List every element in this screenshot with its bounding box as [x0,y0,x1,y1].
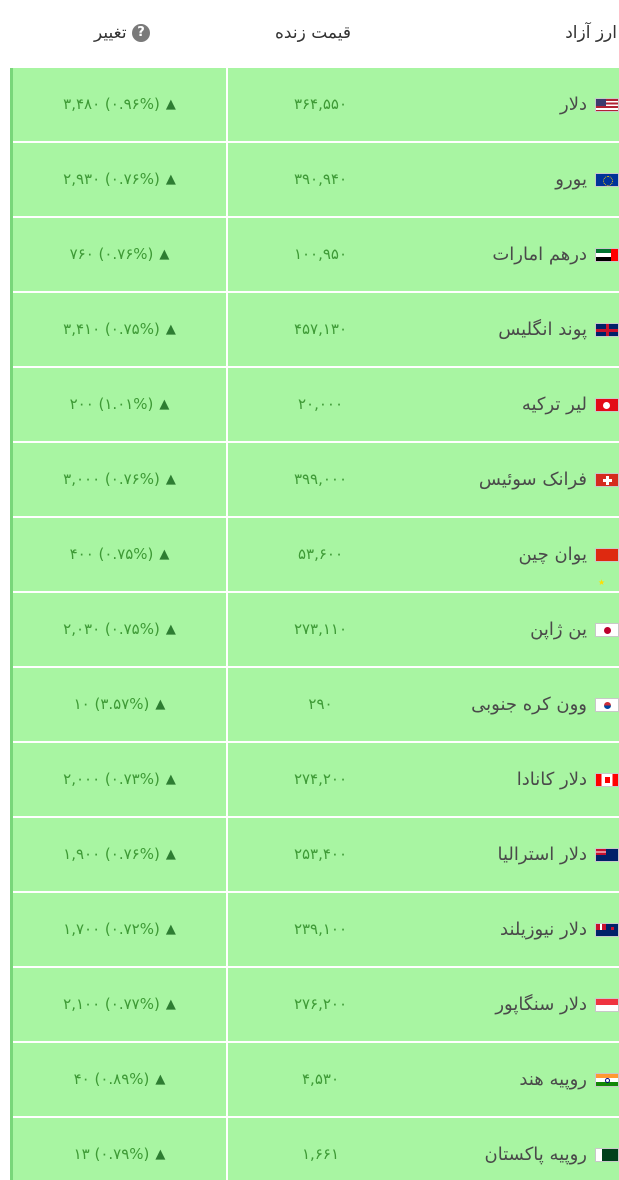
change-value: ۲,۹۳۰ (۰.۷۶%) [63,170,160,188]
price-cell: ۲۰,۰۰۰ [297,395,344,413]
change-value: ۳,۴۸۰ (۰.۹۶%) [63,95,160,113]
table-row[interactable] [13,218,619,293]
change-value: ۲,۱۰۰ (۰.۷۷%) [63,995,160,1013]
change-value: ۱۰ (۳.۵۷%) [73,695,150,713]
eu-flag-icon [595,173,619,187]
currency-name: یورو [555,169,587,190]
price-cell: ۲۳۹,۱۰۰ [293,920,348,938]
table-row[interactable] [13,1043,619,1118]
table-row[interactable] [13,68,619,143]
table-row[interactable] [13,743,619,818]
currency-name: ین ژاپن [530,619,587,640]
currency-name-cell [492,218,619,291]
currency-name-cell [485,1118,619,1180]
change-value: ۲۰۰ (۱.۰۱%) [69,395,154,413]
table-row[interactable] [13,368,619,443]
currency-column-header: ارز آزاد [565,23,617,43]
currency-name-cell [498,293,619,366]
change-value: ۱,۷۰۰ (۰.۷۲%) [63,920,160,938]
change-cell [13,443,226,516]
gb-flag-icon [595,323,619,337]
currency-name-cell [500,893,619,966]
change-cell [13,593,226,666]
currency-name-cell [479,443,619,516]
up-arrow-icon: ▲ [165,922,176,937]
change-cell [13,668,226,741]
change-cell [13,893,226,966]
sg-flag-icon [595,998,619,1012]
table-row[interactable] [13,518,619,593]
price-cell: ۴,۵۳۰ [302,1070,339,1088]
currency-name-cell [517,743,619,816]
currency-name: روپیه هند [519,1069,587,1090]
table-row[interactable] [13,443,619,518]
table-row[interactable] [13,1118,619,1180]
change-cell [13,968,226,1041]
currency-name: روپیه پاکستان [484,1144,587,1165]
currency-name-cell [471,668,619,741]
pk-flag-icon [595,1148,619,1162]
ca-flag-icon [595,773,619,787]
change-value: ۱,۹۰۰ (۰.۷۶%) [63,845,160,863]
currency-name: پوند انگلیس [498,319,587,340]
up-arrow-icon: ▲ [165,322,176,337]
help-icon[interactable]: ? [132,24,150,42]
currency-table [10,68,619,1180]
change-cell [13,818,226,891]
in-flag-icon [595,1073,619,1087]
change-cell [13,143,226,216]
tr-flag-icon [595,398,619,412]
price-cell: ۱۰۰,۹۵۰ [293,245,348,263]
change-value: ۳,۴۱۰ (۰.۷۵%) [63,320,160,338]
ae-flag-icon [595,248,619,262]
change-cell [13,1118,226,1180]
currency-name: وون کره جنوبی [471,694,587,715]
table-row[interactable] [13,593,619,668]
up-arrow-icon: ▲ [165,97,176,112]
change-column-header [18,18,230,48]
currency-name-cell [555,143,619,216]
currency-name-cell [497,818,619,891]
price-cell: ۲۷۴,۲۰۰ [293,770,348,788]
price-cell: ۳۶۴,۵۵۰ [293,95,348,113]
change-value: ۳,۰۰۰ (۰.۷۶%) [63,470,160,488]
up-arrow-icon: ▲ [165,172,176,187]
change-value: ۷۶۰ (۰.۷۶%) [69,245,154,263]
up-arrow-icon: ▲ [155,1147,166,1162]
price-cell: ۲۷۶,۲۰۰ [293,995,348,1013]
currency-name-cell [530,593,619,666]
change-cell [13,1043,226,1116]
currency-name: دلار کانادا [516,769,587,790]
currency-name-cell [518,518,619,591]
currency-name-cell [495,968,619,1041]
currency-name-cell [522,368,619,441]
change-cell [13,293,226,366]
change-value: ۲,۰۰۰ (۰.۷۳%) [63,770,160,788]
up-arrow-icon: ▲ [165,772,176,787]
currency-name: یوان چین [518,544,587,565]
table-row[interactable] [13,818,619,893]
up-arrow-icon: ▲ [155,697,166,712]
change-cell [13,368,226,441]
price-column-header: قیمت زنده [275,23,351,43]
price-cell: ۲۷۳,۱۱۰ [293,620,348,638]
up-arrow-icon: ▲ [165,472,176,487]
kr-flag-icon [595,698,619,712]
up-arrow-icon: ▲ [155,1072,166,1087]
price-cell: ۴۵۷,۱۳۰ [293,320,348,338]
currency-name: لیر ترکیه [521,394,587,415]
change-column-label: تغییر [94,23,127,43]
price-cell: ۲۹۰ [308,695,333,713]
currency-name: دلار [560,94,587,115]
table-row[interactable] [13,893,619,968]
jp-flag-icon [595,623,619,637]
change-value: ۱۳ (۰.۷۹%) [73,1145,150,1163]
price-cell: ۳۹۰,۹۴۰ [293,170,348,188]
table-header [0,0,619,68]
price-cell: ۵۳,۶۰۰ [297,545,344,563]
currency-name-cell [560,68,619,141]
change-cell [13,743,226,816]
cn-flag-icon [595,548,619,562]
change-cell [13,218,226,291]
us-flag-icon [595,98,619,112]
table-row[interactable] [13,668,619,743]
change-value: ۴۰ (۰.۸۹%) [73,1070,150,1088]
table-row[interactable] [13,968,619,1043]
nz-flag-icon [595,923,619,937]
ch-flag-icon [595,473,619,487]
table-row[interactable] [13,143,619,218]
change-value: ۴۰۰ (۰.۷۵%) [69,545,154,563]
up-arrow-icon: ▲ [165,622,176,637]
change-cell [13,68,226,141]
au-flag-icon [595,848,619,862]
up-arrow-icon: ▲ [165,847,176,862]
currency-name: فرانک سوئیس [478,469,587,490]
up-arrow-icon: ▲ [165,997,176,1012]
up-arrow-icon: ▲ [159,247,170,262]
up-arrow-icon: ▲ [159,547,170,562]
change-cell [13,518,226,591]
change-value: ۲,۰۳۰ (۰.۷۵%) [63,620,160,638]
currency-name: دلار سنگاپور [495,994,587,1015]
price-cell: ۲۵۳,۴۰۰ [293,845,348,863]
table-row[interactable] [13,293,619,368]
up-arrow-icon: ▲ [159,397,170,412]
price-cell: ۱,۶۶۱ [302,1145,339,1163]
currency-name: درهم امارات [492,244,587,265]
currency-name-cell [519,1043,619,1116]
currency-name: دلار استرالیا [497,844,587,865]
price-cell: ۳۹۹,۰۰۰ [293,470,348,488]
currency-name: دلار نیوزیلند [500,919,587,940]
